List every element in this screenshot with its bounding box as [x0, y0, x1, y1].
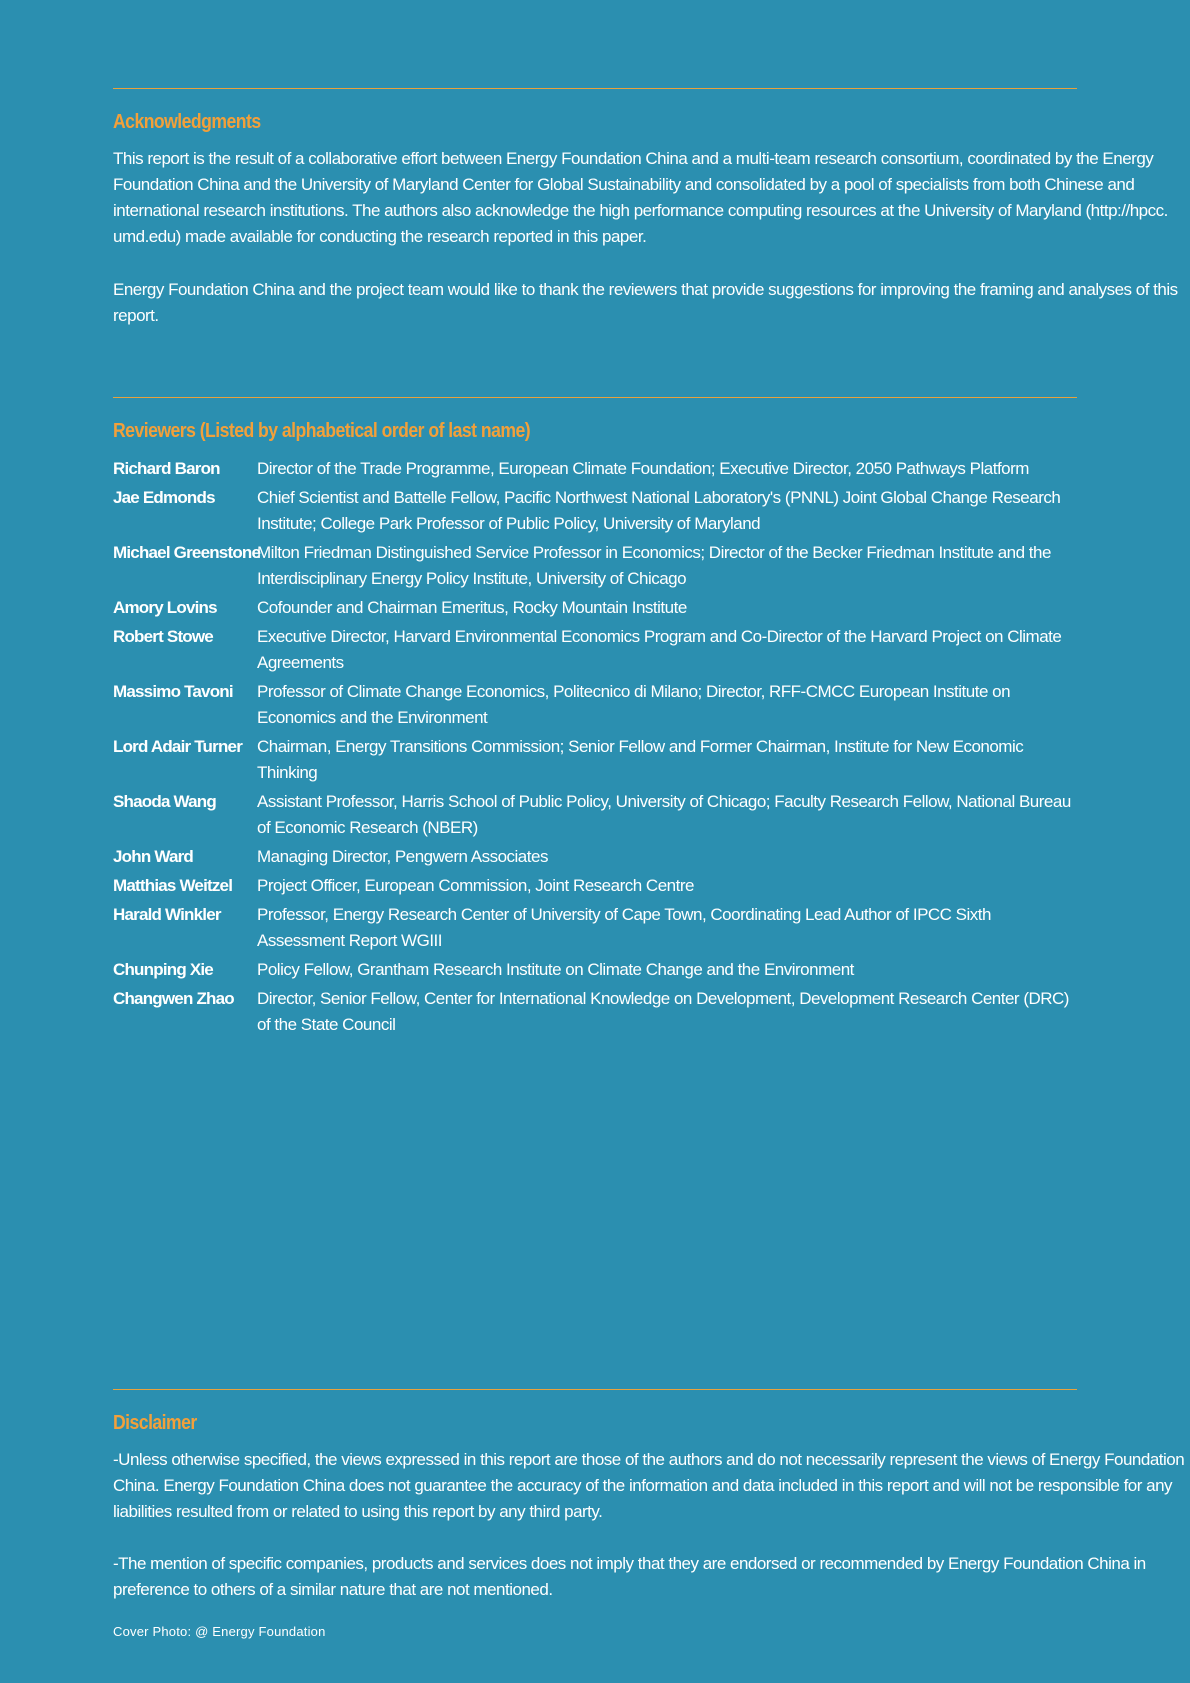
acknowledgments-heading: Acknowledgments — [113, 111, 261, 133]
disclaimer-heading: Disclaimer — [113, 1412, 197, 1434]
reviewer-name: John Ward — [113, 847, 193, 866]
reviewer-name: Robert Stowe — [113, 627, 213, 646]
reviewer-row — [113, 873, 1077, 899]
reviewer-name: Michael Greenstone — [113, 543, 261, 562]
acknowledgments-paragraph-1 — [113, 146, 1168, 250]
cover-photo-credit: Cover Photo: @ Energy Foundation — [113, 1624, 326, 1639]
text-line: international research institutions. The authors also acknowledge the high performance computing resources at the University of Maryland (http://hpcc. — [113, 201, 1168, 220]
divider-acknowledgments — [113, 88, 1077, 89]
reviewer-role: Cofounder and Chairman Emeritus, Rocky Mountain Institute — [257, 598, 687, 617]
reviewer-name: Jae Edmonds — [113, 488, 215, 507]
reviewer-name: Changwen Zhao — [113, 989, 234, 1008]
disclaimer-paragraph-1 — [113, 1447, 1185, 1525]
text-line: -Unless otherwise specified, the views expressed in this report are those of the authors and do not necessarily represent the views of Energy Foundation — [113, 1450, 1185, 1469]
reviewer-name: Massimo Tavoni — [113, 682, 233, 701]
reviewer-role: Chief Scientist and Battelle Fellow, Pacific Northwest National Laboratory's (PNNL) Joint Global Change Research Institute; College Park Professor of Public Policy, University of Maryland — [257, 488, 1061, 533]
reviewer-role: Director of the Trade Programme, European Climate Foundation; Executive Director, 2050 Pathways Platform — [257, 459, 1029, 478]
reviewer-row — [113, 734, 1077, 786]
divider-disclaimer — [113, 1389, 1077, 1390]
reviewer-row — [113, 844, 1077, 870]
reviewer-row — [113, 957, 1077, 983]
text-line: report. — [113, 306, 159, 325]
text-line: This report is the result of a collaborative effort between Energy Foundation China and a multi-team research consortium, coordinated by the Energy — [113, 149, 1154, 168]
reviewer-row — [113, 624, 1077, 676]
reviewer-row — [113, 902, 1077, 954]
reviewer-role: Managing Director, Pengwern Associates — [257, 847, 548, 866]
reviewer-name: Amory Lovins — [113, 598, 217, 617]
reviewer-row — [113, 595, 1077, 621]
reviewer-name: Lord Adair Turner — [113, 737, 243, 756]
reviewer-row — [113, 540, 1077, 592]
reviewer-role: Professor of Climate Change Economics, Politecnico di Milano; Director, RFF-CMCC European Institute on Economics and the Environment — [257, 682, 1011, 727]
text-line: umd.edu) made available for conducting the research reported in this paper. — [113, 227, 647, 246]
reviewer-role: Professor, Energy Research Center of University of Cape Town, Coordinating Lead Author of IPCC Sixth Assessment Report WGIII — [257, 905, 991, 950]
reviewer-role: Milton Friedman Distinguished Service Professor in Economics; Director of the Becker Friedman Institute and the Interdisciplinary Energy Policy Institute, University of Chicago — [257, 543, 1051, 588]
reviewer-name: Harald Winkler — [113, 905, 221, 924]
acknowledgments-paragraph-2 — [113, 277, 1178, 329]
text-line: -The mention of specific companies, products and services does not imply that they are endorsed or recommended by Energy Foundation China in — [113, 1554, 1146, 1573]
reviewer-role: Assistant Professor, Harris School of Public Policy, University of Chicago; Faculty Research Fellow, National Bureau of Economic Research (NBER) — [257, 792, 1071, 837]
reviewer-role: Director, Senior Fellow, Center for International Knowledge on Development, Development Research Center (DRC) of the State Council — [257, 989, 1069, 1034]
reviewer-role: Project Officer, European Commission, Joint Research Centre — [257, 876, 694, 895]
text-line: liabilities resulted from or related to using this report by any third party. — [113, 1502, 603, 1521]
reviewer-row — [113, 986, 1077, 1038]
divider-reviewers — [113, 397, 1077, 398]
text-line: China. Energy Foundation China does not guarantee the accuracy of the information and data included in this report and will not be responsible for any — [113, 1476, 1173, 1495]
reviewer-row — [113, 679, 1077, 731]
reviewers-heading: Reviewers (Listed by alphabetical order of last name) — [113, 420, 531, 442]
reviewer-name: Matthias Weitzel — [113, 876, 233, 895]
reviewer-row — [113, 456, 1077, 482]
reviewer-row — [113, 789, 1077, 841]
reviewer-role: Executive Director, Harvard Environmental Economics Program and Co-Director of the Harvard Project on Climate Agreements — [257, 627, 1062, 672]
disclaimer-paragraph-2 — [113, 1551, 1146, 1603]
text-line: Energy Foundation China and the project team would like to thank the reviewers that provide suggestions for improving the framing and analyses of this — [113, 280, 1178, 299]
reviewers-list — [113, 456, 1077, 1041]
reviewer-name: Shaoda Wang — [113, 792, 216, 811]
reviewer-name: Chunping Xie — [113, 960, 213, 979]
reviewer-role: Chairman, Energy Transitions Commission; Senior Fellow and Former Chairman, Institute for New Economic Thinking — [257, 737, 1024, 782]
reviewer-name: Richard Baron — [113, 459, 220, 478]
reviewer-row — [113, 485, 1077, 537]
text-line: preference to others of a similar nature that are not mentioned. — [113, 1580, 553, 1599]
text-line: Foundation China and the University of Maryland Center for Global Sustainability and consolidated by a pool of specialists from both Chinese and — [113, 175, 1135, 194]
reviewer-role: Policy Fellow, Grantham Research Institute on Climate Change and the Environment — [257, 960, 854, 979]
